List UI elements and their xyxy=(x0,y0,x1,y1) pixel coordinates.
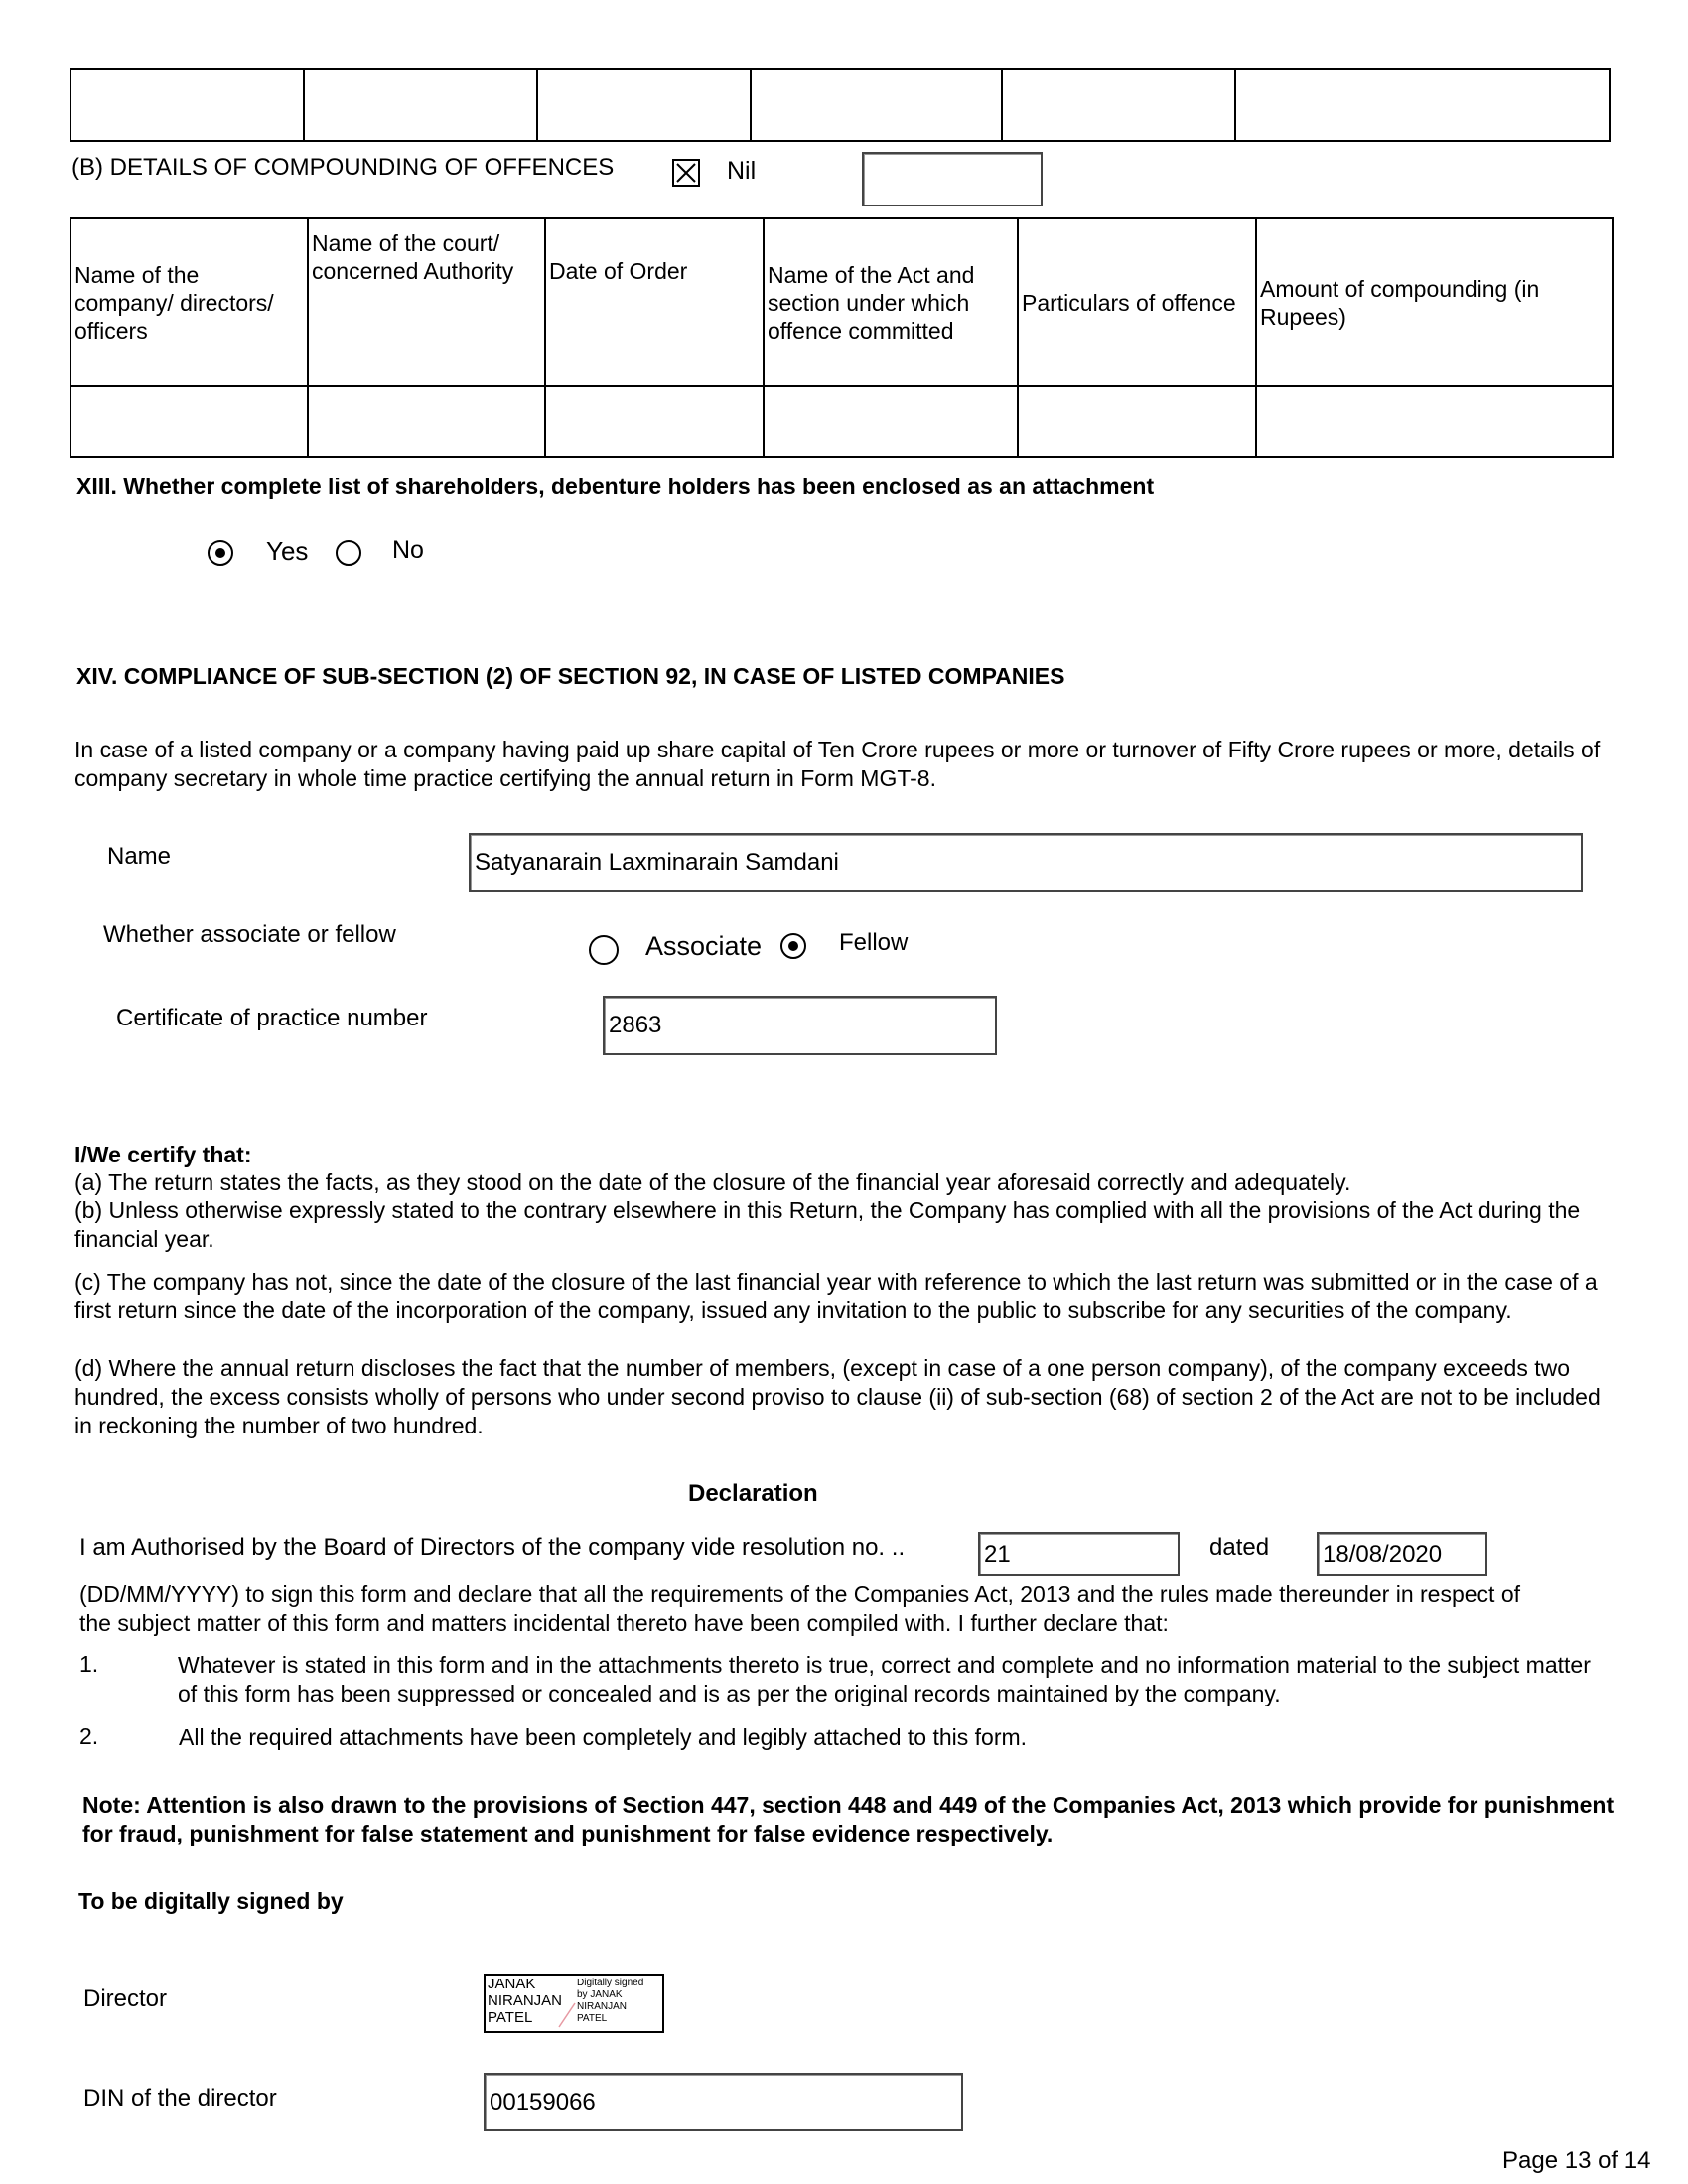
fellow-label: Fellow xyxy=(839,929,909,956)
header-court: Name of the court/ concerned Authority xyxy=(308,218,545,386)
page-number: Page 13 of 14 xyxy=(1502,2147,1651,2174)
declaration-heading: Declaration xyxy=(688,1480,818,1507)
header-particulars: Particulars of offence xyxy=(1018,218,1256,386)
table-cell xyxy=(1256,386,1613,457)
section-xiv-title: XIV. COMPLIANCE OF SUB-SECTION (2) OF SECTION 92, IN CASE OF LISTED COMPANIES xyxy=(76,663,1065,689)
declaration-item1-num: 1. xyxy=(79,1651,99,1677)
yes-radio[interactable] xyxy=(208,540,233,566)
table-cell xyxy=(308,386,545,457)
resolution-no-field[interactable]: 21 xyxy=(978,1532,1180,1576)
assoc-fellow-label: Whether associate or fellow xyxy=(103,921,396,948)
table-cell xyxy=(1002,69,1235,141)
table-cell xyxy=(764,386,1018,457)
signature-name: JANAK NIRANJAN PATEL xyxy=(488,1976,563,2026)
table-cell xyxy=(70,69,304,141)
signature-mark-icon xyxy=(555,1999,579,2029)
no-radio[interactable] xyxy=(336,540,361,566)
table-cell xyxy=(304,69,537,141)
fellow-radio[interactable] xyxy=(780,933,806,959)
nil-label: Nil xyxy=(727,157,757,185)
table-cell xyxy=(1018,386,1256,457)
declaration-note: Note: Attention is also drawn to the provisions of Section 447, section 448 and 449 of the Companies Act, 2013 which provide for punishment for fraud, punishment for false statement and punishment for false evidence respectively. xyxy=(82,1792,1615,1846)
name-label: Name xyxy=(107,843,172,870)
no-label: No xyxy=(392,536,424,564)
dated-label: dated xyxy=(1209,1534,1270,1561)
din-label: DIN of the director xyxy=(83,2085,277,2112)
table-cell xyxy=(1235,69,1610,141)
resolution-date-field[interactable]: 18/08/2020 xyxy=(1317,1532,1487,1576)
header-act: Name of the Act and section under which offence committed xyxy=(764,218,1018,386)
header-date: Date of Order xyxy=(545,218,764,386)
header-amount: Amount of compounding (in Rupees) xyxy=(1256,218,1613,386)
nil-checkbox[interactable] xyxy=(672,159,700,187)
certify-c: (c) The company has not, since the date of the closure of the last financial year with reference to which the last return was submitted or in the case of a first return since the date of the incorporation of the company, issued any invitation to the public to subscribe for any securities of the company. xyxy=(74,1269,1598,1323)
section-xiv-intro: In case of a listed company or a company having paid up share capital of Ten Crore rupees or more or turnover of Fifty Crore rupees or more, details of company secretary in whole time practice certifying the annual return in Form MGT-8. xyxy=(74,737,1601,791)
din-field[interactable]: 00159066 xyxy=(484,2073,963,2131)
cop-label: Certificate of practice number xyxy=(116,1005,428,1031)
yes-label: Yes xyxy=(266,536,309,566)
header-company: Name of the company/ directors/ officers xyxy=(70,218,308,386)
signature-note: Digitally signed by JANAK NIRANJAN PATEL xyxy=(577,1978,644,2024)
compounding-table xyxy=(70,217,1614,458)
certify-b: (b) Unless otherwise expressly stated to the contrary elsewhere in this Return, the Company has complied with all the provisions of the Act during the financial year. xyxy=(74,1197,1581,1252)
checked-icon xyxy=(674,161,698,185)
certify-a: (a) The return states the facts, as they stood on the date of the closure of the financial year aforesaid correctly and adequately. xyxy=(74,1169,1351,1195)
previous-table xyxy=(70,68,1611,142)
table-cell xyxy=(70,386,308,457)
section-b-title: (B) DETAILS OF COMPOUNDING OF OFFENCES xyxy=(71,154,615,181)
cop-number-field[interactable]: 2863 xyxy=(603,996,997,1055)
associate-radio[interactable] xyxy=(589,935,619,965)
nil-count-field[interactable] xyxy=(862,152,1043,206)
director-label: Director xyxy=(83,1985,168,2012)
declaration-item2: All the required attachments have been completely and legibly attached to this form. xyxy=(179,1724,1028,1750)
cs-name-field[interactable]: Satyanarain Laxminarain Samdani xyxy=(469,833,1583,892)
section-xiii-title: XIII. Whether complete list of shareholders, debenture holders has been enclosed as an attachment xyxy=(76,474,1155,499)
declaration-item1: Whatever is stated in this form and in the attachments thereto is true, correct and complete and no information material to the subject matter of this form has been suppressed or concealed and is as per the original records maintained by the company. xyxy=(178,1652,1591,1706)
digital-signature xyxy=(484,1974,664,2033)
table-cell xyxy=(751,69,1002,141)
declaration-line2: (DD/MM/YYYY) to sign this form and declare that all the requirements of the Companies Act, 2013 and the rules made thereunder in respect of the subject matter of this form and matters incidental thereto have been compiled with. I further declare that: xyxy=(79,1581,1521,1636)
declaration-item2-num: 2. xyxy=(79,1723,99,1749)
certify-d: (d) Where the annual return discloses the fact that the number of members, (except in case of a one person company), of the company exceeds two hundred, the excess consists wholly of persons who under second proviso to clause (ii) of sub-section (68) of section 2 of the Act are not to be included in reckoning the number of two hundred. xyxy=(74,1355,1601,1438)
table-cell xyxy=(537,69,751,141)
table-cell xyxy=(545,386,764,457)
declaration-line1: I am Authorised by the Board of Directors of the company vide resolution no. .. xyxy=(79,1534,906,1561)
associate-label: Associate xyxy=(645,931,763,961)
certify-heading: I/We certify that: xyxy=(74,1142,252,1167)
signing-heading: To be digitally signed by xyxy=(78,1888,344,1914)
